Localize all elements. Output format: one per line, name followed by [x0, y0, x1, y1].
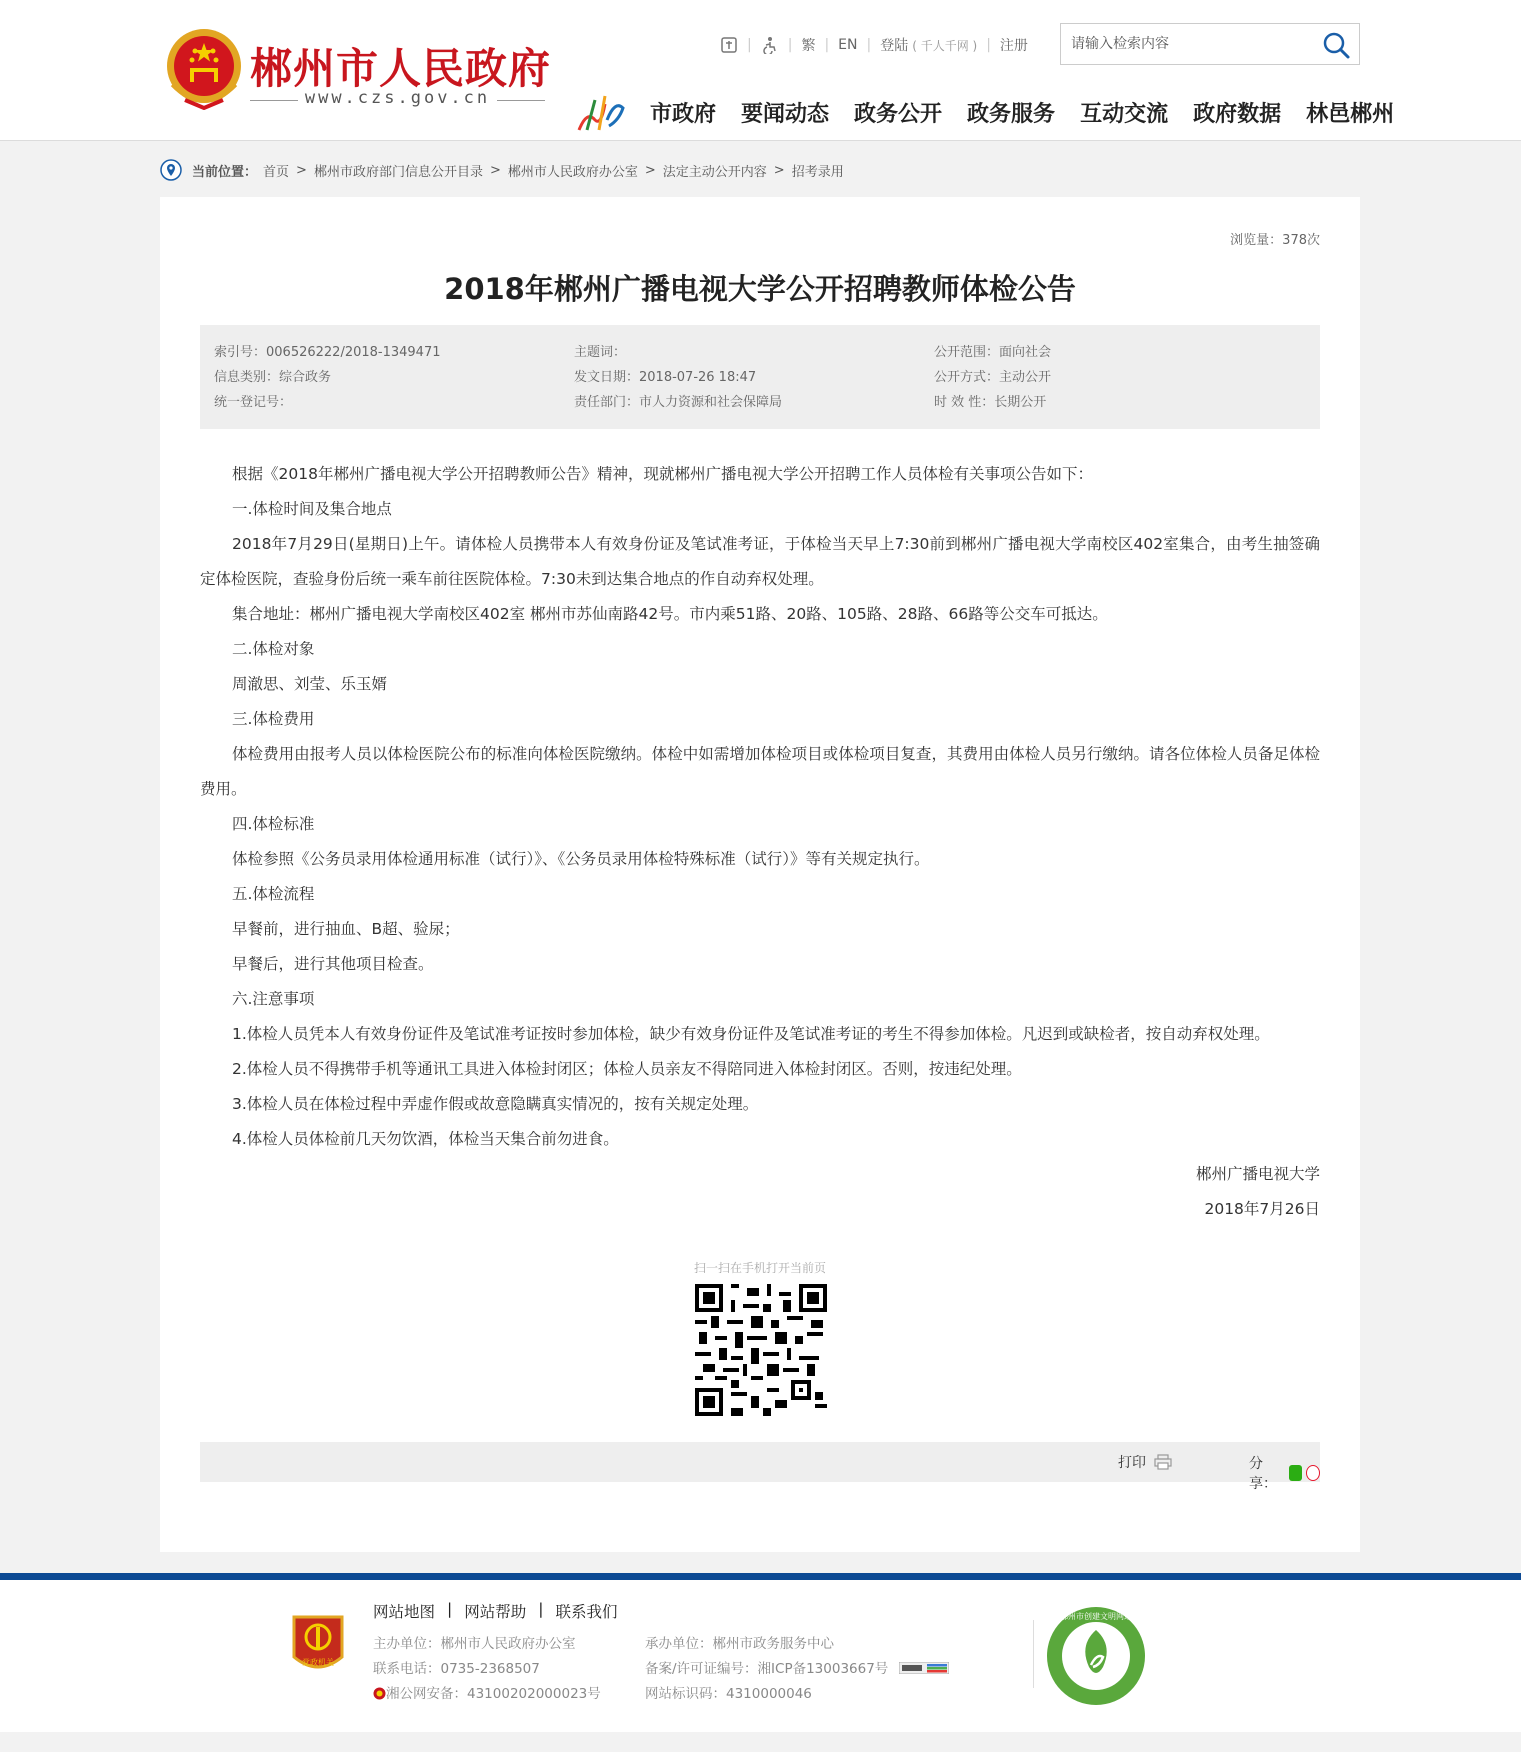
breadcrumb-office[interactable]: 郴州市人民政府办公室 [507, 164, 638, 180]
body-paragraph: 早餐前，进行抽血、B超、验尿； [232, 920, 460, 938]
meta-keywords: 主题词： [574, 345, 627, 360]
footer-sponsor: 主办单位：郴州市人民政府办公室 [373, 1636, 576, 1652]
breadcrumb [160, 158, 844, 182]
footer-info-left [373, 1632, 601, 1707]
meta-issue-date: 发文日期：2018-07-26 18:47 [574, 370, 757, 385]
footer-icp-text: 备案/许可证编号：湘ICP备13003667号 [645, 1661, 889, 1677]
body-paragraph: 集合地址：郴州广播电视大学南校区402室 郴州市苏仙南路42号。市内乘51路、20路、105路、28路、66路等公交车可抵达。 [232, 605, 1108, 623]
breadcrumb-label: 当前位置： [192, 164, 258, 180]
nav-city-government[interactable]: 市政府 [650, 102, 717, 127]
footer-links [373, 1600, 618, 1622]
view-count: 浏览量：378次 [1230, 233, 1320, 248]
location-pin-icon [160, 159, 182, 181]
breadcrumb-separator: > [644, 162, 656, 178]
search-input[interactable] [1071, 32, 1311, 56]
civil-badge-text: 郴州市创建文明网站 [1060, 1612, 1132, 1621]
footer-organizer: 承办单位：郴州市政务服务中心 [645, 1636, 834, 1652]
nav-interaction[interactable]: 互动交流 [1080, 102, 1169, 127]
meta-index-no: 索引号：006526222/2018-1349471 [214, 345, 441, 360]
share-label: 分享： [1249, 1456, 1277, 1492]
accessibility-icon[interactable] [761, 36, 779, 54]
site-header [0, 0, 1521, 141]
footer-link-separator: | [538, 1600, 544, 1618]
article-panel [160, 197, 1360, 1552]
section-heading: 二.体检对象 [232, 640, 315, 658]
meta-validity: 时 效 性：长期公开 [934, 395, 1047, 410]
weibo-share-icon[interactable] [1306, 1465, 1320, 1481]
breadcrumb-separator: > [296, 162, 307, 178]
section-heading: 五.体检流程 [232, 885, 315, 903]
meta-method: 公开方式：主动公开 [934, 370, 1052, 385]
login-link[interactable]: 登陆 [880, 38, 909, 54]
section-heading: 三.体检费用 [232, 710, 315, 728]
section-heading: 一.体检时间及集合地点 [232, 500, 392, 518]
top-links: | | 繁 | EN | 登陆 ( 千人千网 ) | 注册 [720, 34, 1028, 56]
footer-divider-line [0, 1573, 1521, 1580]
meta-column-3 [934, 340, 1051, 415]
body-paragraph: 体检参照《公务员录用体检通用标准（试行）》、《公务员录用体检特殊标准（试行）》等有关规定执行。 [232, 850, 930, 868]
signature-date: 2018年7月26日 [1204, 1200, 1320, 1218]
footer-help-link[interactable]: 网站帮助 [464, 1603, 527, 1621]
meta-unified-reg-no: 统一登记号： [214, 395, 293, 410]
nav-linyi-chenzhou[interactable]: 林邑郴州 [1306, 102, 1395, 127]
share-group [1249, 1453, 1320, 1493]
footer-police-record-text: 湘公网安备：43100202000023号 [386, 1686, 601, 1702]
breadcrumb-home[interactable]: 首页 [263, 164, 290, 180]
english-link[interactable]: EN [838, 37, 858, 53]
site-footer [0, 1580, 1521, 1732]
footer-info-right [645, 1632, 949, 1707]
printer-icon [1154, 1454, 1172, 1470]
body-paragraph: 根据《2018年郴州广播电视大学公开招聘教师公告》精神，现就郴州广播电视大学公开招聘工作人员体检有关事项公告如下： [232, 465, 1093, 483]
main-nav [650, 97, 1394, 128]
meta-info-category: 信息类别：综合政务 [214, 370, 332, 385]
article-meta-box [200, 325, 1320, 429]
breadcrumb-separator: > [773, 162, 785, 178]
party-government-badge-icon[interactable] [290, 1613, 346, 1677]
body-paragraph: 2.体检人员不得携带手机等通讯工具进入体检封闭区；体检人员亲友不得陪同进入体检封闭区。否则，按违纪处理。 [232, 1060, 1022, 1078]
signature-org: 郴州广播电视大学 [1195, 1165, 1320, 1183]
barrier-free-icon[interactable] [720, 36, 738, 54]
meta-column-2 [574, 340, 782, 415]
meta-column-1 [214, 340, 441, 415]
breadcrumb-separator: > [489, 162, 501, 178]
article-body [200, 457, 1320, 1227]
footer-vertical-divider [1033, 1620, 1034, 1688]
qr-code-icon [695, 1284, 827, 1416]
national-emblem-icon [165, 26, 243, 110]
register-link[interactable]: 注册 [999, 38, 1028, 54]
police-badge-icon [373, 1687, 386, 1700]
wechat-share-icon[interactable] [1289, 1465, 1303, 1481]
nav-news[interactable]: 要闻动态 [741, 102, 830, 127]
meta-scope: 公开范围：面向社会 [934, 345, 1052, 360]
breadcrumb-recruitment[interactable]: 招考录用 [791, 164, 844, 180]
nav-government-services[interactable]: 政务服务 [967, 102, 1056, 127]
linyi-chenzhou-logo-icon [575, 90, 627, 134]
login-note: ( 千人千网 ) [912, 38, 978, 53]
body-paragraph: 3.体检人员在体检过程中弄虚作假或故意隐瞒真实情况的，按有关规定处理。 [232, 1095, 759, 1113]
article-signature [200, 1157, 1320, 1227]
qr-caption: 扫一扫在手机打开当前页 [693, 1261, 826, 1275]
meta-department: 责任部门：市人力资源和社会保障局 [574, 395, 783, 410]
body-paragraph: 4.体检人员体检前几天勿饮酒，体检当天集合前勿进食。 [232, 1130, 619, 1148]
traditional-chinese-link[interactable]: 繁 [801, 38, 816, 54]
footer-phone: 联系电话：0735-2368507 [373, 1661, 540, 1677]
print-button[interactable] [1118, 1452, 1172, 1472]
section-heading: 六.注意事项 [232, 990, 315, 1008]
footer-sitemap-link[interactable]: 网站地图 [373, 1603, 436, 1621]
cnzz-badge-icon[interactable] [899, 1662, 949, 1674]
article-tools-bar [200, 1442, 1320, 1492]
search-box [1060, 23, 1360, 65]
party-badge-text: 党政机关 [302, 1658, 334, 1667]
print-label: 打印 [1118, 1455, 1146, 1471]
article-title: 2018年郴州广播电视大学公开招聘教师体检公告 [444, 272, 1076, 306]
nav-government-data[interactable]: 政府数据 [1193, 102, 1282, 127]
footer-link-separator: | [447, 1600, 453, 1618]
body-paragraph: 2018年7月29日(星期日)上午。请体检人员携带本人有效身份证及笔试准考证，于体检当天早上7:30前到郴州广播电视大学南校区402室集合，由考生抽签确定体检医院，查验身份后统一乘车前往医院体检。7:30未到达集合地点的作自动弃权处理。 [200, 535, 1320, 588]
site-name: 郴州市人民政府 [250, 44, 552, 93]
section-heading: 四.体检标准 [232, 815, 315, 833]
body-paragraph: 体检费用由报考人员以体检医院公布的标准向体检医院缴纳。体检中如需增加体检项目或体检项目复查，其费用由体检人员另行缴纳。请各位体检人员备足体检费用。 [200, 745, 1320, 798]
footer-police-record [373, 1682, 601, 1707]
body-paragraph: 1.体检人员凭本人有效身份证件及笔试准考证按时参加体检，缺少有效身份证件及笔试准考证的考生不得参加体检。凡迟到或缺检者，按自动弃权处理。 [232, 1025, 1270, 1043]
civilized-website-badge-icon[interactable] [1045, 1605, 1147, 1707]
site-url: www.czs.gov.cn [250, 88, 545, 112]
search-icon[interactable] [1321, 30, 1351, 60]
footer-icp [645, 1657, 949, 1682]
breadcrumb-info-catalog[interactable]: 郴州市政府部门信息公开目录 [313, 164, 483, 180]
breadcrumb-statutory-content[interactable]: 法定主动公开内容 [662, 164, 767, 180]
footer-contact-link[interactable]: 联系我们 [555, 1603, 618, 1621]
body-paragraph: 周澈思、刘莹、乐玉婿 [232, 675, 388, 693]
nav-government-affairs-disclosure[interactable]: 政务公开 [854, 102, 943, 127]
body-paragraph: 早餐后，进行其他项目检查。 [232, 955, 434, 973]
footer-site-id: 网站标识码：4310000046 [645, 1686, 812, 1702]
